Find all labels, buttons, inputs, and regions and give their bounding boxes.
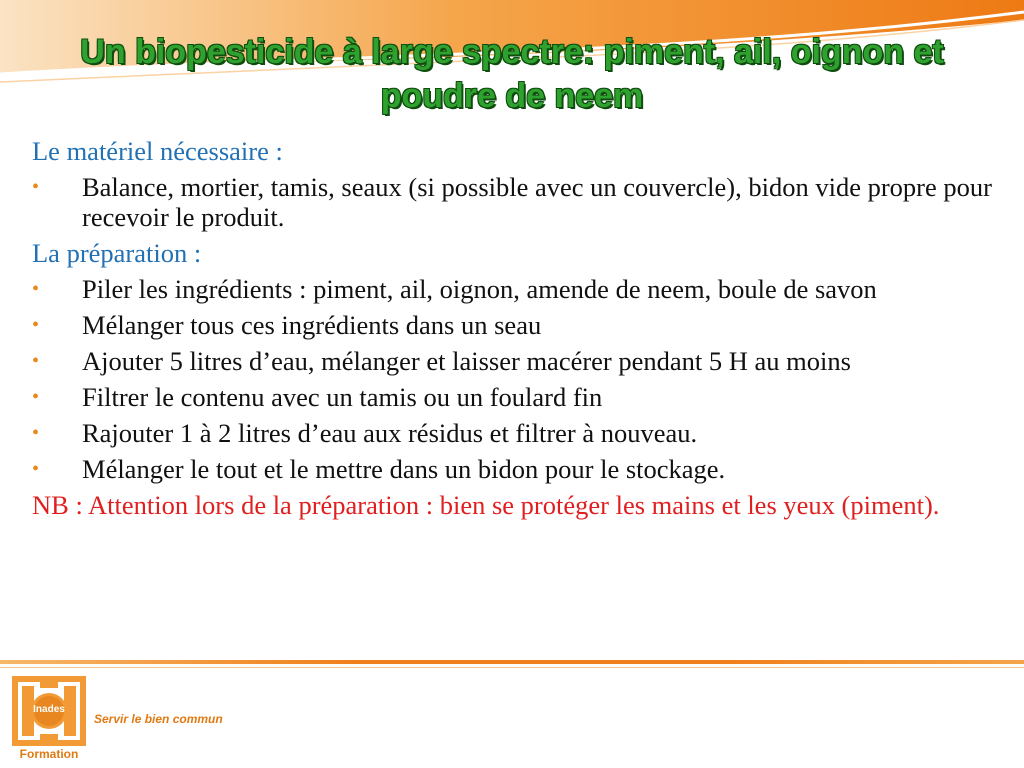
- footer-divider: [0, 660, 1024, 664]
- list-item-text: Ajouter 5 litres d’eau, mélanger et laisser macérer pendant 5 H au moins: [82, 346, 851, 376]
- list-item: [32, 382, 992, 412]
- bullet-dot-icon: •: [32, 278, 40, 300]
- list-item: [32, 310, 992, 340]
- list-item-text: Filtrer le contenu avec un tamis ou un foulard fin: [82, 382, 603, 412]
- slide-content: [32, 136, 992, 520]
- logo-caption: Formation: [19, 747, 79, 761]
- list-item: [32, 454, 992, 484]
- warning-note: NB : Attention lors de la préparation : bien se protéger les mains et les yeux (piment).: [32, 490, 940, 520]
- preparation-list: [32, 274, 992, 484]
- list-item: [32, 274, 992, 304]
- slide-title: Un biopesticide à large spectre: piment, ail, oignon et poudre de neem: [80, 33, 944, 115]
- list-item-text: Mélanger le tout et le mettre dans un bidon pour le stockage.: [82, 454, 726, 484]
- list-item-text: Mélanger tous ces ingrédients dans un seau: [82, 310, 542, 340]
- section-heading-preparation: La préparation :: [32, 238, 202, 268]
- footer-divider-thin: [0, 667, 1024, 668]
- list-item: [32, 418, 992, 448]
- section-heading-materials: Le matériel nécessaire :: [32, 136, 283, 166]
- bullet-dot-icon: •: [32, 422, 40, 444]
- bullet-dot-icon: •: [32, 176, 40, 198]
- bullet-dot-icon: •: [32, 350, 40, 372]
- bullet-dot-icon: •: [32, 386, 40, 408]
- list-item-text: Piler les ingrédients : piment, ail, oignon, amende de neem, boule de savon: [82, 274, 877, 304]
- list-item-text: Balance, mortier, tamis, seaux (si possible avec un couvercle), bidon vide propre pour recevoir le produit.: [82, 172, 992, 232]
- bullet-dot-icon: •: [32, 458, 40, 480]
- list-item-text: Rajouter 1 à 2 litres d’eau aux résidus et filtrer à nouveau.: [82, 418, 698, 448]
- list-item: [32, 346, 992, 376]
- list-item: [32, 172, 992, 232]
- logo-inner-text: Inades: [33, 704, 65, 715]
- bullet-dot-icon: •: [32, 314, 40, 336]
- footer-tagline: Servir le bien commun: [94, 712, 223, 726]
- materials-list: [32, 172, 992, 232]
